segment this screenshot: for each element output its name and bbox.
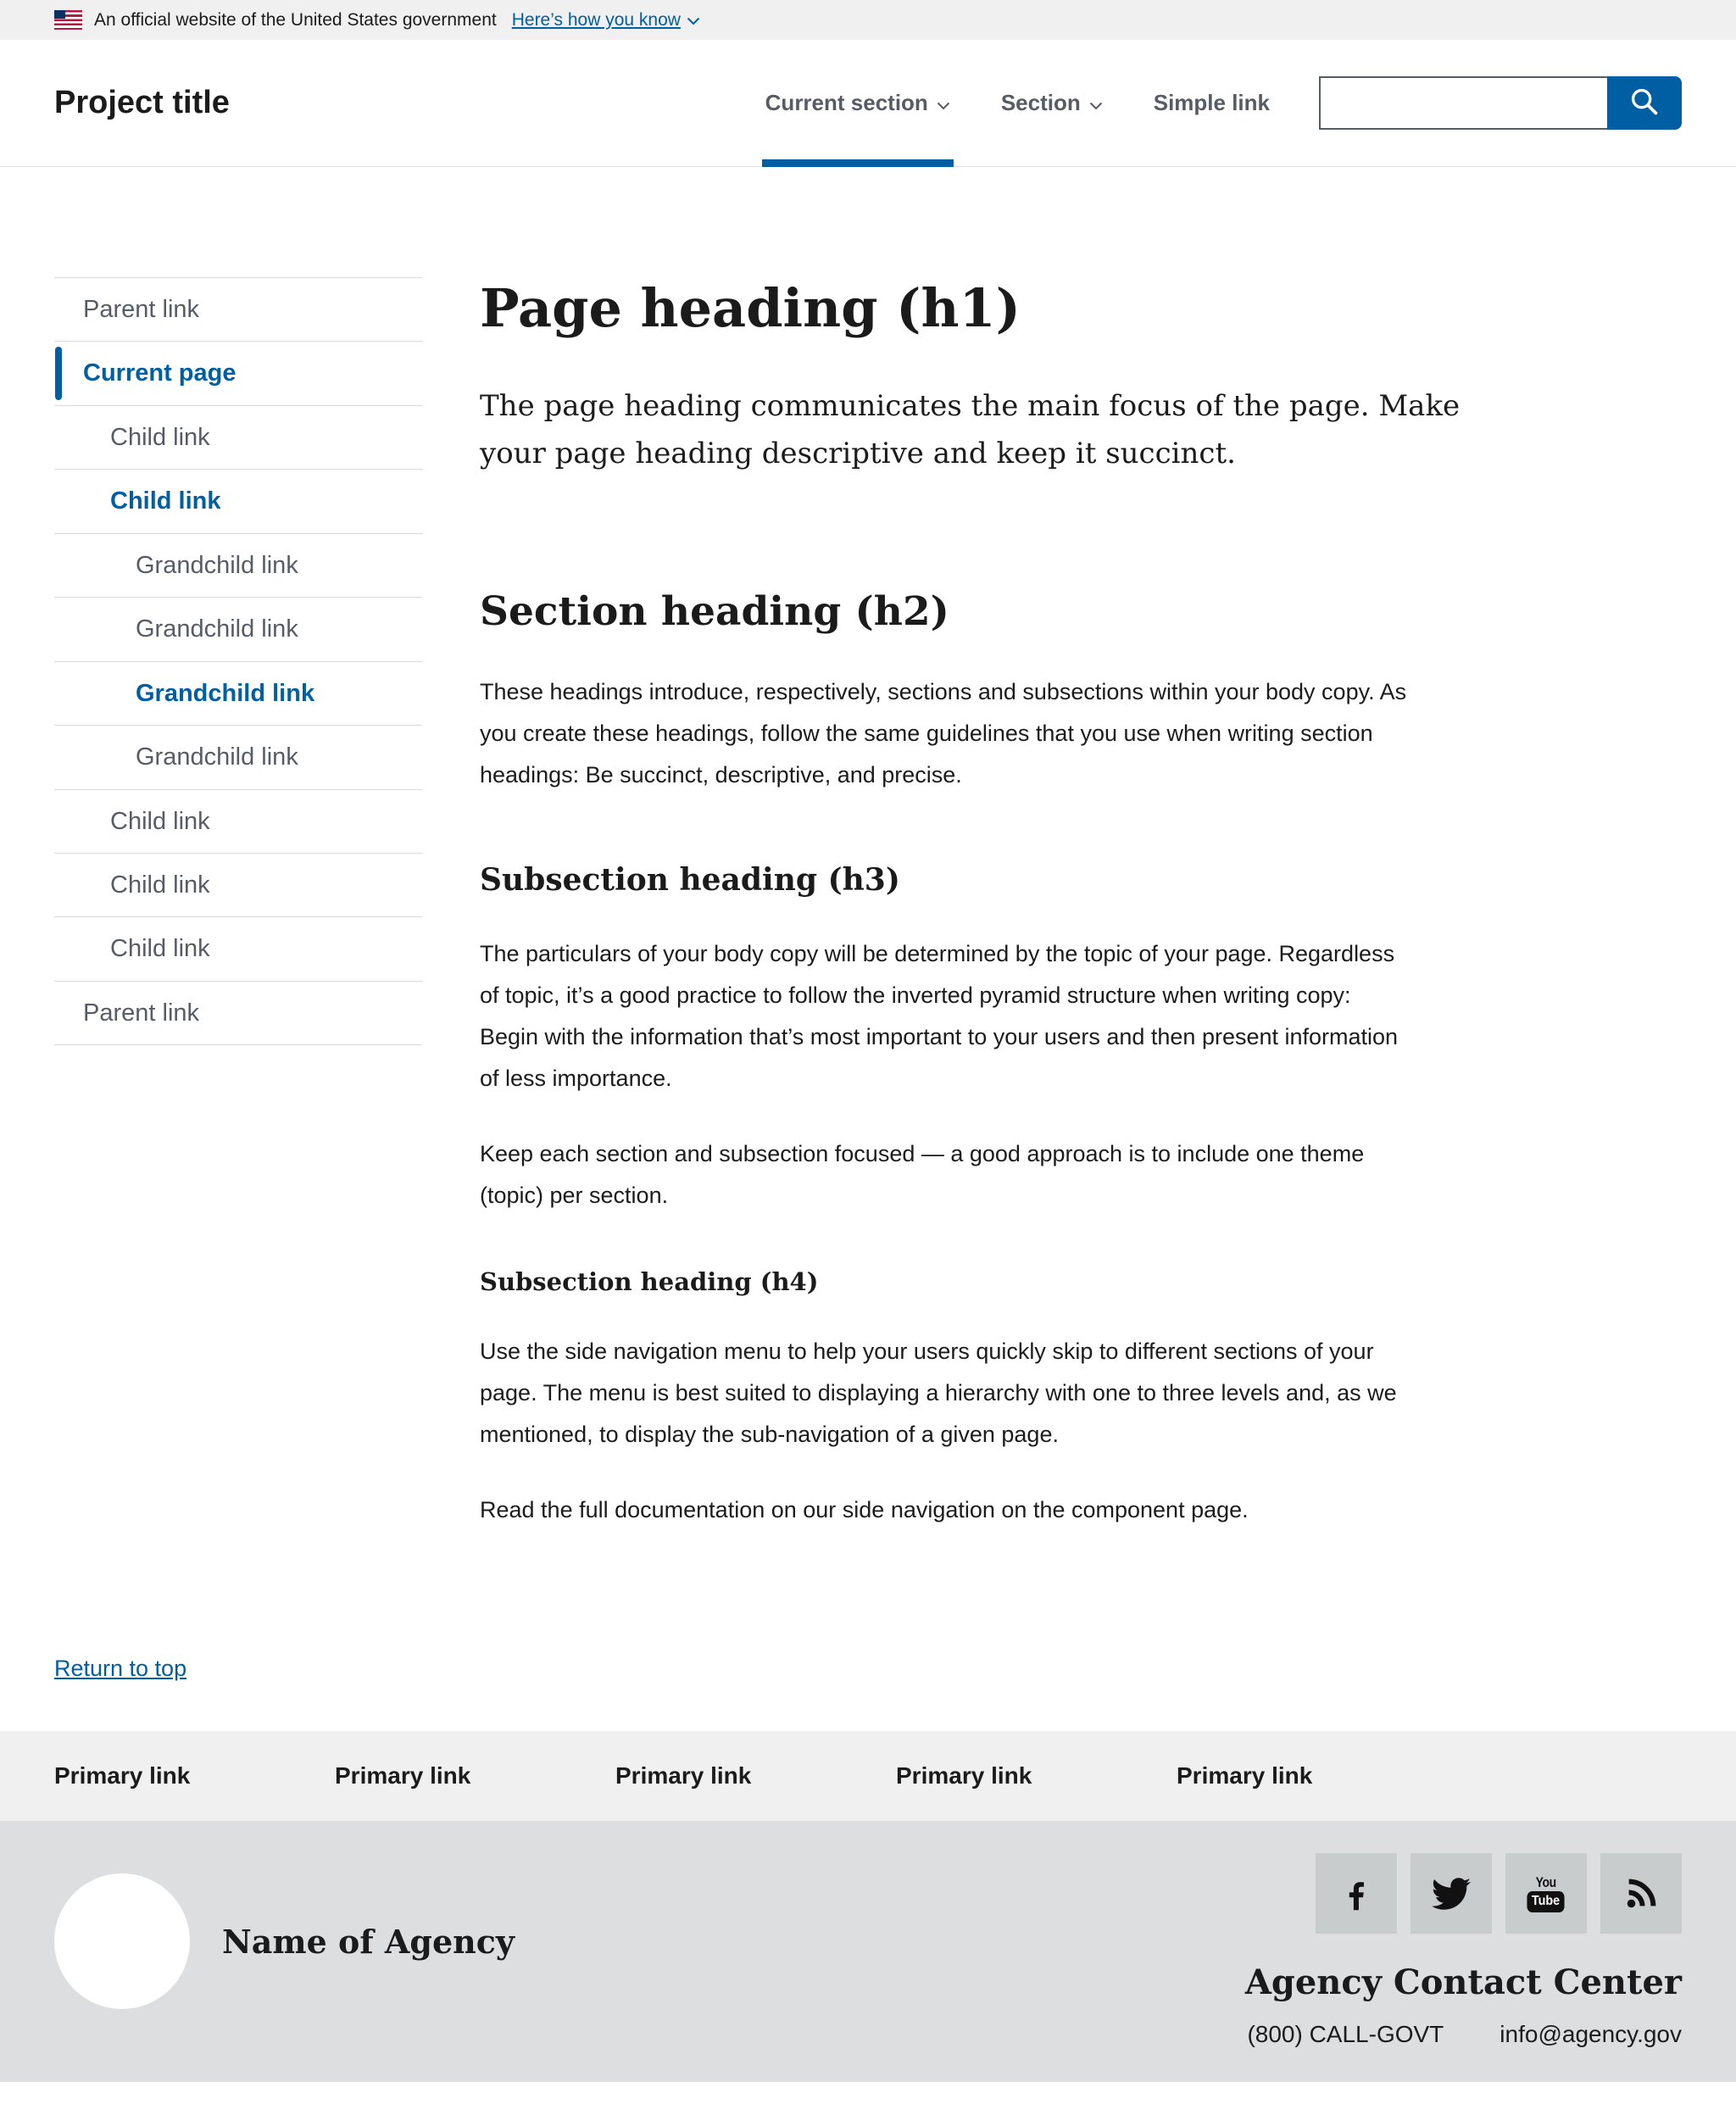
footer-primary-link[interactable]: Primary link — [1177, 1762, 1313, 1789]
sidenav-item — [54, 534, 422, 598]
footer-contact — [1245, 1821, 1682, 2082]
sidenav-item — [54, 662, 422, 726]
chevron-down-icon — [1089, 90, 1103, 116]
contact-email-link[interactable]: info@agency.gov — [1500, 2021, 1682, 2047]
page-content — [480, 277, 1682, 1531]
subsection-heading-h4: Subsection heading (h4) — [480, 1267, 819, 1297]
footer-secondary — [0, 1821, 1736, 2082]
body-paragraph: The particulars of your body copy will be determined by the topic of your page. Regardless of topic, it’s a good practice to follow the inverted pyramid structure when writing copy: Begin with the information that’s most important to your users and then present information of less importance. — [480, 941, 1399, 1092]
sidenav-link-grandchild[interactable]: Grandchild link — [136, 615, 298, 643]
search-icon — [1628, 86, 1661, 120]
contact-phone-link[interactable]: (800) CALL-GOVT — [1247, 2021, 1444, 2047]
sidenav-link-parent[interactable]: Parent link — [83, 999, 200, 1027]
search-form — [1319, 76, 1682, 130]
agency-identity — [54, 1873, 515, 2009]
chevron-down-icon — [687, 10, 700, 31]
twitter-icon — [1432, 1874, 1471, 1913]
heres-how-you-know-label: Here’s how you know — [511, 9, 681, 30]
sidenav-item — [54, 406, 422, 470]
header-right — [765, 40, 1682, 166]
return-to-top-wrap — [0, 1656, 1736, 1731]
agency-name: Name of Agency — [222, 1922, 515, 1961]
youtube-link[interactable] — [1505, 1853, 1587, 1934]
us-flag-icon — [54, 10, 82, 30]
site-header — [0, 40, 1736, 167]
return-to-top-link[interactable]: Return to top — [54, 1656, 187, 1681]
rss-link[interactable] — [1600, 1853, 1682, 1934]
gov-banner — [0, 0, 1736, 40]
nav-item-label: Current section — [765, 90, 928, 115]
search-input[interactable] — [1319, 76, 1607, 130]
sidenav-item — [54, 470, 422, 533]
youtube-icon: You — [1535, 1873, 1557, 1890]
sidenav-link-child[interactable]: Child link — [110, 423, 210, 451]
twitter-link[interactable] — [1410, 1853, 1492, 1934]
nav-item-label: Section — [1000, 90, 1081, 115]
footer-primary-link[interactable]: Primary link — [54, 1762, 191, 1789]
footer-primary-link[interactable]: Primary link — [335, 1762, 471, 1789]
page-heading-h1: Page heading (h1) — [480, 277, 1021, 339]
footer-primary-link[interactable]: Primary link — [615, 1762, 752, 1789]
facebook-link[interactable] — [1316, 1853, 1397, 1934]
nav-item-simple-link[interactable] — [1154, 40, 1270, 167]
contact-row — [1247, 2021, 1682, 2048]
sidenav-link-child[interactable]: Child link — [110, 871, 210, 899]
sidenav-item — [54, 342, 422, 405]
subsection-heading-h3: Subsection heading (h3) — [480, 862, 900, 899]
intro-paragraph: The page heading communicates the main focus of the page. Make your page heading descriptive and keep it succinct. — [480, 389, 1461, 471]
nav-item-section[interactable] — [1001, 40, 1103, 167]
footer-primary-link[interactable]: Primary link — [896, 1762, 1032, 1789]
body-paragraph: Read the full documentation on our side navigation on the component page. — [480, 1496, 1249, 1522]
primary-nav — [765, 40, 1270, 167]
sidenav-link-child[interactable]: Child link — [110, 807, 210, 835]
sidenav-item — [54, 278, 422, 342]
sidenav-item — [54, 726, 422, 789]
body-paragraph: Use the side navigation menu to help your users quickly skip to different sections of your page. The menu is best suited to displaying a hierarchy with one to three levels and, as we mentioned, to display the sub-navigation of a given page. — [480, 1338, 1397, 1447]
section-heading-h2: Section heading (h2) — [480, 588, 949, 636]
chevron-down-icon — [937, 90, 950, 116]
sidenav-link-child-active[interactable]: Child link — [110, 487, 221, 515]
agency-logo — [54, 1873, 190, 2009]
body-paragraph: Keep each section and subsection focused — a good approach is to include one theme (topic) per section. — [480, 1141, 1365, 1209]
gov-banner-text: An official website of the United States government — [94, 9, 497, 30]
sidenav-item — [54, 917, 422, 981]
heres-how-you-know-link[interactable] — [512, 10, 700, 31]
nav-item-label: Simple link — [1153, 90, 1270, 115]
sidenav-link-grandchild-active[interactable]: Grandchild link — [136, 679, 315, 707]
main-layout — [0, 167, 1736, 1656]
footer-primary-nav — [0, 1731, 1736, 1821]
youtube-icon-box: Tube — [1527, 1891, 1565, 1912]
sidenav-item — [54, 598, 422, 661]
site-title[interactable]: Project title — [54, 85, 230, 120]
sidenav-link-child[interactable]: Child link — [110, 935, 210, 963]
site-footer — [0, 1731, 1736, 2082]
nav-item-current-section[interactable] — [765, 40, 950, 167]
sidenav-item — [54, 982, 422, 1045]
search-button[interactable] — [1607, 76, 1682, 130]
rss-icon — [1622, 1874, 1661, 1913]
sidenav-link-parent[interactable]: Parent link — [83, 296, 200, 323]
body-paragraph: These headings introduce, respectively, sections and subsections within your body copy. As you create these headings, follow the same guidelines that you use when writing section headings: Be succinct, descriptive, and precise. — [480, 679, 1407, 788]
social-links — [1316, 1853, 1682, 1934]
sidenav-item — [54, 790, 422, 854]
sidenav-link-grandchild[interactable]: Grandchild link — [136, 551, 298, 579]
side-navigation — [54, 277, 422, 1045]
sidenav-link-current-page[interactable]: Current page — [54, 342, 422, 404]
sidenav-item — [54, 854, 422, 917]
sidenav-link-grandchild[interactable]: Grandchild link — [136, 743, 298, 771]
facebook-icon — [1338, 1875, 1375, 1912]
contact-center-heading: Agency Contact Center — [1244, 1962, 1682, 2002]
